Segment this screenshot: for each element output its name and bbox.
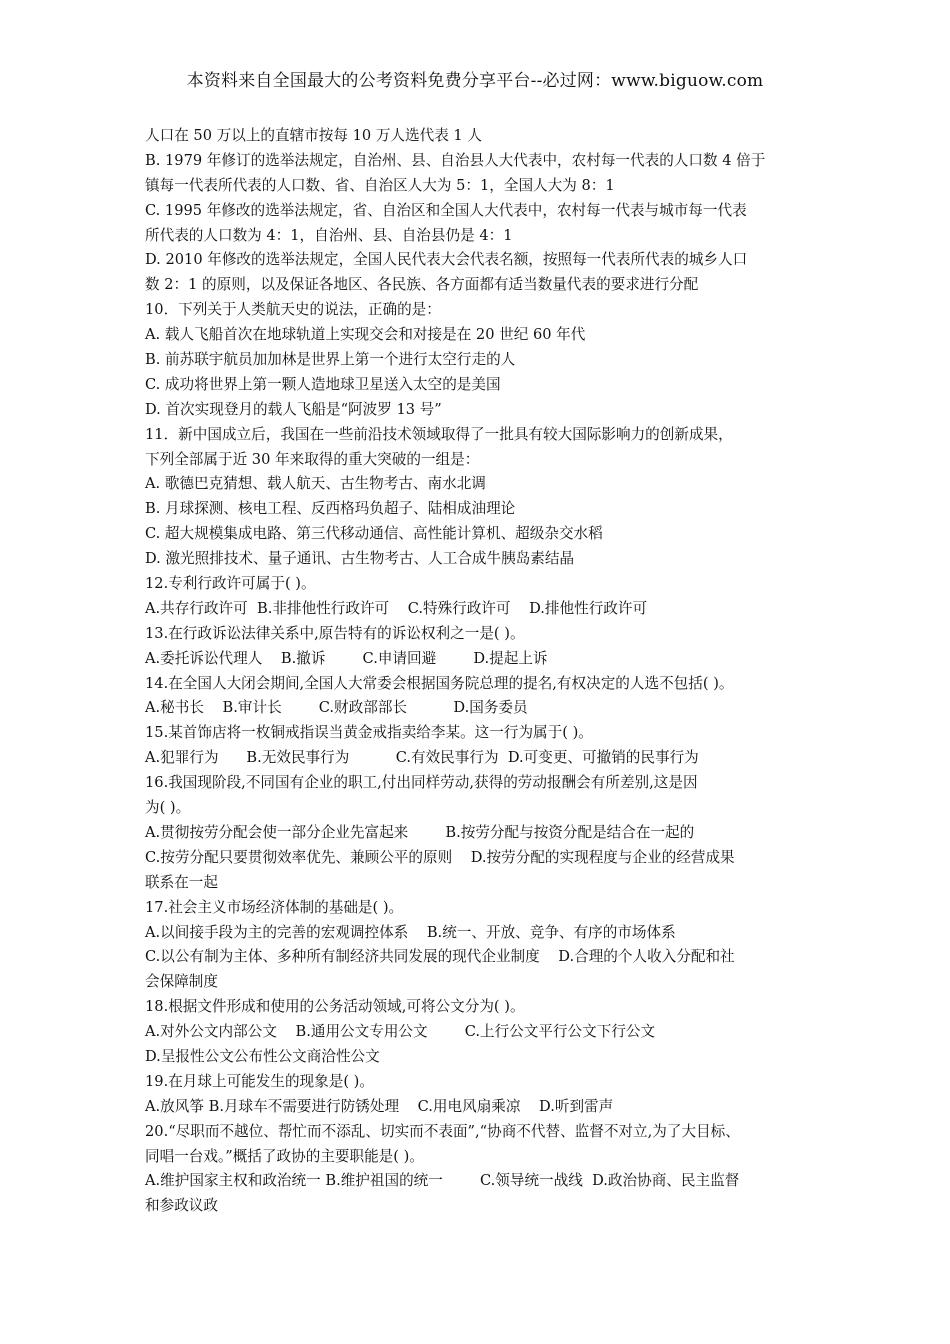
question-18: 18.根据文件形成和使用的公务活动领域,可将公文分为( )。 <box>145 998 525 1016</box>
question-17: 17.社会主义市场经济体制的基础是( )。 <box>145 898 404 916</box>
text-line: C.按劳分配只要贯彻效率优先、兼顾公平的原则 D.按劳分配的实现程度与企业的经营成果 <box>145 848 735 866</box>
text-line: 同唱一台戏。”概括了政协的主要职能是( )。 <box>145 1147 424 1165</box>
text-line: A.秘书长 B.审计长 C.财政部部长 D.国务委员 <box>145 699 528 717</box>
question-16: 16.我国现阶段,不同国有企业的职工,付出同样劳动,获得的劳动报酬会有所差别,这是因 <box>145 774 698 792</box>
text-line: D. 首次实现登月的载人飞船是“阿波罗 13 号” <box>145 400 442 418</box>
text-line: A.放风筝 B.月球车不需要进行防锈处理 C.用电风扇乘凉 D.听到雷声 <box>145 1097 614 1115</box>
text-line: C. 1995 年修改的选举法规定，省、自治区和全国人大代表中，农村每一代表与城市每一代表 <box>145 201 747 219</box>
text-line: B. 1979 年修订的选举法规定，自治州、县、自治县人大代表中，农村每一代表的人口数 4 倍于 <box>145 151 766 169</box>
text-line: C.以公有制为主体、多种所有制经济共同发展的现代企业制度 D.合理的个人收入分配和社 <box>145 948 735 966</box>
text-line: A.维护国家主权和政治统一 B.维护祖国的统一 C.领导统一战线 D.政治协商、民主监督 <box>145 1172 740 1190</box>
text-line: 联系在一起 <box>145 873 218 891</box>
question-14: 14.在全国人大闭会期间,全国人大常委会根据国务院总理的提名,有权决定的人选不包括( )。 <box>145 674 734 692</box>
text-line: D. 2010 年修改的选举法规定，全国人民代表大会代表名额，按照每一代表所代表的城乡人口 <box>145 251 748 269</box>
text-line: A. 载人飞船首次在地球轨道上实现交会和对接是在 20 世纪 60 年代 <box>145 326 586 344</box>
text-line: D. 激光照排技术、量子通讯、古生物考古、人工合成牛胰岛素结晶 <box>145 550 575 568</box>
text-line: A.委托诉讼代理人 B.撤诉 C.申请回避 D.提起上诉 <box>145 649 548 667</box>
text-line: 人口在 50 万以上的直辖市按每 10 万人选代表 1 人 <box>145 127 482 144</box>
text-line: 下列全部属于近 30 年来取得的重大突破的一组是： <box>145 450 480 468</box>
text-line: A.犯罪行为 B.无效民事行为 C.有效民事行为 D.可变更、可撤销的民事行为 <box>145 749 699 767</box>
question-12: 12.专利行政许可属于( )。 <box>145 575 316 593</box>
text-line: 所代表的人口数为 4：1，自治州、县、自治县仍是 4：1 <box>145 226 513 244</box>
text-line: A.共存行政许可 B.非排他性行政许可 C.特殊行政许可 D.排他性行政许可 <box>145 599 648 617</box>
question-19: 19.在月球上可能发生的现象是( )。 <box>145 1072 374 1090</box>
question-20: 20.“尽职而不越位、帮忙而不添乱、切实而不表面”,“协商不代替、监督不对立,为了大目标、 <box>145 1122 740 1140</box>
text-line: 为( )。 <box>145 799 191 817</box>
text-line: 和参政议政 <box>145 1197 218 1215</box>
document-body <box>145 124 825 1219</box>
text-line: A.对外公文内部公文 B.通用公文专用公文 C.上行公文平行公文下行公文 <box>145 1023 656 1041</box>
text-line: 会保障制度 <box>145 973 218 991</box>
text-line: 数 2：1 的原则，以及保证各地区、各民族、各方面都有适当数量代表的要求进行分配 <box>145 276 699 294</box>
source-header: 本资料来自全国最大的公考资料免费分享平台--必过网：www.biguow.com <box>186 71 764 91</box>
text-line: A.贯彻按劳分配会使一部分企业先富起来 B.按劳分配与按资分配是结合在一起的 <box>145 823 695 841</box>
question-10: 10．下列关于人类航天史的说法，正确的是： <box>145 301 441 319</box>
text-line: B. 月球探测、核电工程、反西格玛负超子、陆相成油理论 <box>145 500 516 518</box>
text-line: C. 成功将世界上第一颗人造地球卫星送入太空的是美国 <box>145 375 501 393</box>
text-line: 镇每一代表所代表的人口数、省、自治区人大为 5：1，全国人大为 8：1 <box>145 176 615 194</box>
text-line: B. 前苏联宇航员加加林是世界上第一个进行太空行走的人 <box>145 351 516 369</box>
question-15: 15.某首饰店将一枚铜戒指误当黄金戒指卖给李某。这一行为属于( )。 <box>145 724 593 742</box>
text-line: D.呈报性公文公布性公文商洽性公文 <box>145 1047 380 1065</box>
question-11: 11．新中国成立后，我国在一些前沿技术领域取得了一批具有较大国际影响力的创新成果， <box>145 425 733 443</box>
question-13: 13.在行政诉讼法律关系中,原告特有的诉讼权利之一是( )。 <box>145 624 525 642</box>
text-line: A.以间接手段为主的完善的宏观调控体系 B.统一、开放、竞争、有序的市场体系 <box>145 923 676 941</box>
text-line: A. 歌德巴克猜想、载人航天、古生物考古、南水北调 <box>145 475 486 493</box>
text-line: C. 超大规模集成电路、第三代移动通信、高性能计算机、超级杂交水稻 <box>145 525 603 543</box>
